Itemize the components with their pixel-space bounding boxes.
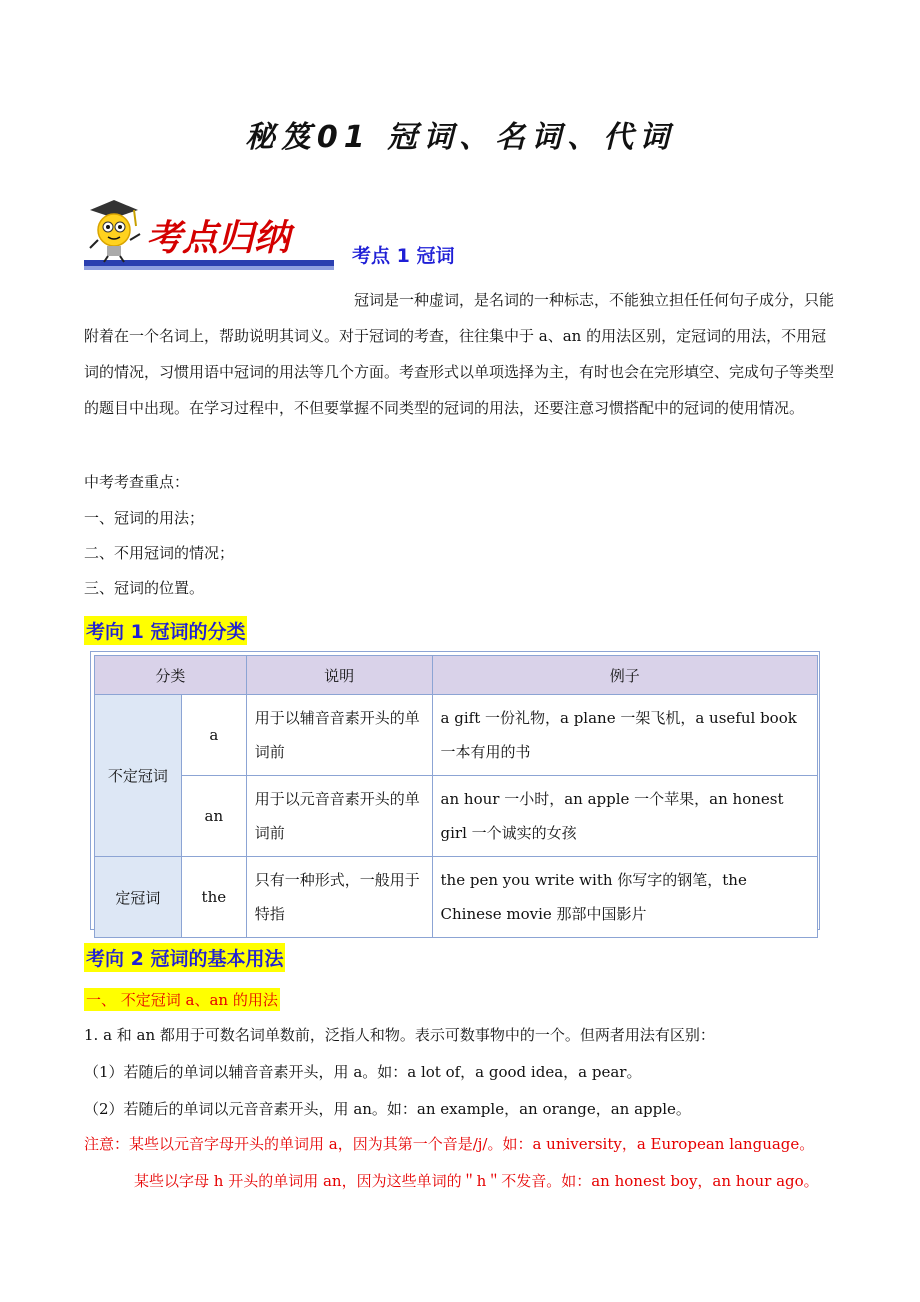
note-text: 某些以字母 h 开头的单词用 an，因为这些单词的＂h＂不发音。如：an honest boy，an hour ago。 (134, 1172, 819, 1190)
page-title: 秘笈01 冠词、名词、代词 (244, 120, 676, 155)
table-header-cell: 说明 (246, 656, 432, 695)
focus-item: 三、冠词的位置。 (84, 579, 205, 597)
kaodian-banner (84, 196, 334, 274)
example-cell: the pen you write with 你写字的钢笔，the Chinese movie 那部中国影片 (432, 857, 817, 938)
rule-text: （2）若随后的单词以元音音素开头，用 an。如：an example，an orange，an apple。 (84, 1100, 691, 1118)
banner-text: 考点归纳 (146, 218, 291, 259)
graduate-lightbulb-icon (84, 196, 334, 274)
article-cell: a (181, 695, 246, 776)
article-cell: the (181, 857, 246, 938)
subsection-heading: 一、 不定冠词 a、an 的用法 (84, 988, 280, 1011)
category-cell: 定冠词 (95, 857, 182, 938)
article-classification-table (94, 655, 818, 938)
article-cell: an (181, 776, 246, 857)
intro-paragraph: 冠词是一种虚词，是名词的一种标志，不能独立担任任何句子成分，只能附着在一个名词上，帮助说明其词义。对于冠词的考查，往往集中于 a、an 的用法区别，定冠词的用法，不用冠词的情况，习惯用语中冠词的用法等几个方面。考查形式以单项选择为主，有时也会在完形填空、完成句子等类型的题目中出现。在学习过程中，不但要掌握不同类型的冠词的用法，还要注意习惯搭配中的冠词的使用情况。 (84, 291, 835, 417)
description-cell: 用于以元音音素开头的单词前 (246, 776, 432, 857)
section-heading: 考向 1 冠词的分类 (84, 616, 247, 645)
table-header-cell: 例子 (432, 656, 817, 695)
focus-item: 一、冠词的用法； (84, 509, 205, 527)
note-text: 注意：某些以元音字母开头的单词用 a，因为其第一个音是/j/。如：a university，a European language。 (84, 1135, 815, 1153)
rule-text: 1. a 和 an 都用于可数名词单数前，泛指人和物。表示可数事物中的一个。但两者用法有区别： (84, 1026, 715, 1044)
kaodian-heading: 考点 1 冠词 (352, 245, 455, 267)
category-cell: 不定冠词 (95, 695, 182, 857)
focus-item: 二、不用冠词的情况； (84, 544, 235, 562)
rule-text: （1）若随后的单词以辅音音素开头，用 a。如：a lot of，a good idea，a pear。 (84, 1063, 642, 1081)
table-header-cell: 分类 (95, 656, 247, 695)
description-cell: 用于以辅音音素开头的单词前 (246, 695, 432, 776)
focus-heading: 中考考查重点： (84, 473, 190, 491)
section-heading: 考向 2 冠词的基本用法 (84, 943, 285, 972)
description-cell: 只有一种形式，一般用于特指 (246, 857, 432, 938)
example-cell: a gift 一份礼物，a plane 一架飞机，a useful book 一本有用的书 (432, 695, 817, 776)
example-cell: an hour 一小时，an apple 一个苹果，an honest girl 一个诚实的女孩 (432, 776, 817, 857)
